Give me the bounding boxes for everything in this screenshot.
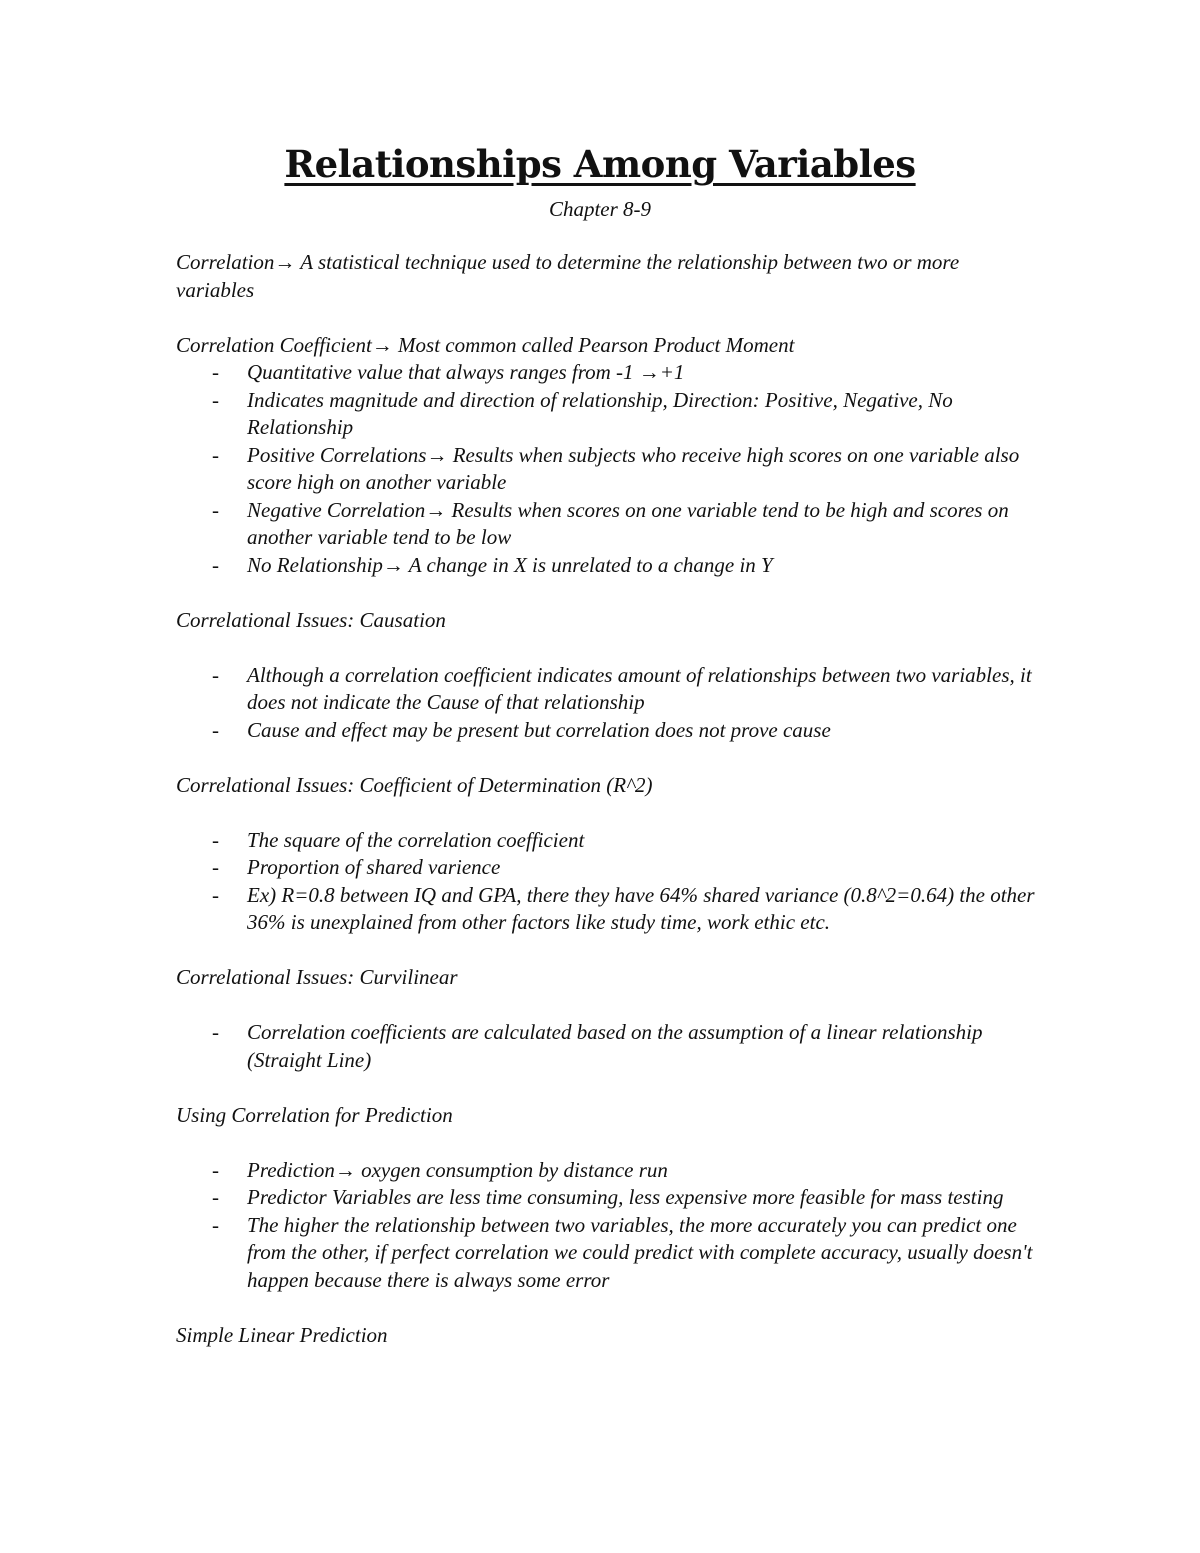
bullet-dash: - bbox=[212, 442, 219, 467]
bullet-dash: - bbox=[212, 855, 219, 879]
list-item: - Correlation coefficients are calculated based on the assumption of a linear relationship (Straight Line) bbox=[212, 1020, 983, 1072]
bullet-dash: - bbox=[212, 662, 219, 687]
list-item: - Indicates magnitude and direction of relationship, Direction: Positive, Negative, No Relationship bbox=[212, 387, 953, 439]
bullet-dash: - bbox=[212, 1212, 219, 1237]
determination-heading: Correlational Issues: Coefficient of Determination (R^2) bbox=[176, 772, 653, 797]
bullet-dash: - bbox=[212, 360, 219, 384]
simple-linear-heading: Simple Linear Prediction bbox=[176, 1322, 388, 1347]
bullet-dash: - bbox=[212, 827, 219, 852]
curvilinear-heading: Correlational Issues: Curvilinear bbox=[176, 965, 458, 989]
list-item: - Prediction→ oxygen consumption by distance run bbox=[176, 1157, 1036, 1185]
causation-heading: Correlational Issues: Causation bbox=[176, 607, 446, 632]
bullet-dash: - bbox=[212, 1157, 219, 1182]
list-item: - The higher the relationship between two variables, the more accurately you can predict one from the other, if perfect correlation we could predict with complete accuracy, usually doesn't happen because there is always some error bbox=[212, 1212, 1033, 1292]
bullet-dash: - bbox=[212, 1185, 219, 1209]
list-item: - Cause and effect may be present but correlation does not prove cause bbox=[176, 717, 1036, 745]
coefficient-heading: Correlation Coefficient→ Most common called Pearson Product Moment bbox=[176, 332, 795, 357]
list-item: - Although a correlation coefficient indicates amount of relationships between two variables, it does not indicate the Cause of that relationship bbox=[212, 662, 1032, 714]
determination-list bbox=[176, 827, 1036, 937]
bullet-dash: - bbox=[212, 497, 219, 522]
prediction-heading: Using Correlation for Prediction bbox=[176, 1102, 453, 1127]
bullet-dash: - bbox=[212, 387, 219, 412]
bullet-dash: - bbox=[212, 717, 219, 742]
bullet-dash: - bbox=[212, 882, 219, 907]
list-item: - Ex) R=0.8 between IQ and GPA, there they have 64% shared variance (0.8^2=0.64) the other 36% is unexplained from other factors like study time, work ethic etc. bbox=[212, 882, 1035, 934]
list-item: - Predictor Variables are less time consuming, less expensive more feasible for mass testing bbox=[176, 1184, 1036, 1212]
list-item: - Quantitative value that always ranges from -1 →+1 bbox=[176, 359, 1036, 387]
list-item: - Negative Correlation→ Results when scores on one variable tend to be high and scores on another variable tend to be low bbox=[212, 497, 1009, 549]
causation-list bbox=[176, 662, 1036, 745]
page-subtitle: Chapter 8-9 bbox=[548, 197, 652, 221]
coefficient-list bbox=[176, 359, 1036, 579]
correlation-definition: Correlation→ A statistical technique used to determine the relationship between two or more variables bbox=[176, 250, 960, 302]
list-item: - Proportion of shared varience bbox=[176, 854, 1036, 882]
bullet-dash: - bbox=[212, 552, 219, 577]
list-item: - Positive Correlations→ Results when subjects who receive high scores on one variable also score high on another variable bbox=[212, 442, 1020, 494]
bullet-dash: - bbox=[212, 1020, 219, 1044]
prediction-list bbox=[176, 1157, 1036, 1295]
page-title: Relationships Among Variables bbox=[284, 142, 916, 186]
curvilinear-list bbox=[176, 1019, 1036, 1074]
document-body bbox=[176, 249, 1036, 1349]
list-item: - The square of the correlation coefficient bbox=[176, 827, 1036, 855]
list-item: - No Relationship→ A change in X is unrelated to a change in Y bbox=[176, 552, 1036, 580]
